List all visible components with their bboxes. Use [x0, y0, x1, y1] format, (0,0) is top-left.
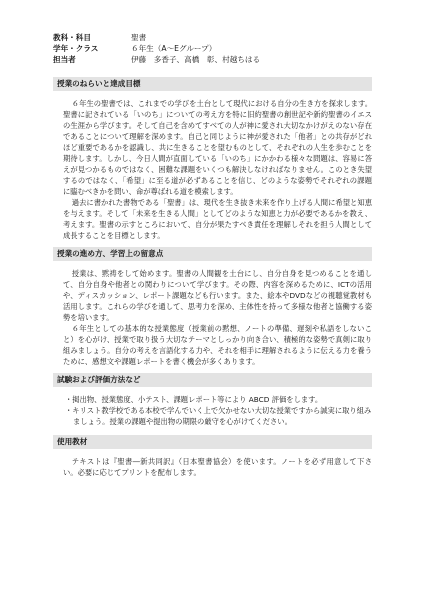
course-meta — [53, 32, 372, 65]
paragraph: 過去に書かれた書物である「聖書」は、現代を生き抜き未来を作り上げる人間に希望と知恵を与えます。そして「未来を生きる人間」としてどのような知恵と力が必要であるかを教え、考えます。聖書の示すところにおいて、自分が果たすべき責任を理解しそれを担う人間として成長することを目標とします。 — [63, 198, 372, 240]
section-body-goals — [53, 98, 372, 241]
meta-label: 学年・クラス — [53, 44, 99, 53]
evaluation-list — [53, 394, 372, 427]
list-item: ・ 掲出物、授業態度、小テスト、課題レポート等により ABCD 評価をします。 — [63, 394, 372, 405]
section-heading-method: 授業の進め方、学習上の留意点 — [53, 247, 372, 261]
meta-value: 伊藤 多香子、高橋 彰、村越ちはる — [131, 55, 261, 64]
meta-value: 聖書 — [131, 33, 147, 42]
paragraph: ６年生としての基本的な授業態度（授業前の黙想、ノートの準備、遅刻や私語をしないこと）を心がけ、授業で取り扱う大切なテーマとしっかり向き合い、積極的な姿勢で真剣に取り組みましょう。自分の考えを言語化する力や、それを相手に理解されるように伝える力を養うために、感想文や課題レポートを書く機会が多くあります。 — [63, 324, 372, 366]
meta-row-subject — [53, 32, 372, 43]
meta-row-grade — [53, 43, 372, 54]
paragraph: ６年生の聖書では、これまでの学びを土台として現代における自分の生き方を探求します。聖書に記されている「いのち」についての考え方を特に旧約聖書の創世記や新約聖書のイエスの生涯から学びます。そして自己を含めてすべての人が神に愛され大切なかけがえのない存在であることについて理解を深めます。自己と同じように神が愛された「他者」との共存がどれほど重要であるかを認識し、共に生きることを望むものとして、それぞれの人生を歩むことを期待します。しかし、今日人間が直面している「いのち」にかかわる様々な問題は、容易に答えが見つかるものではなく、困難な課題をいくつも解決しなければなりません。このとき失望するのではなく、「希望」に至る道が必ずあることを信じ、どのような姿勢でそれぞれの課題に臨むべきかを問い、命が尊ばれる道を模索します。 — [63, 99, 372, 196]
section-body-materials — [53, 456, 372, 478]
section-heading-evaluation: 試験および評価方法など — [53, 373, 372, 387]
meta-value: ６年生（A～Eグループ） — [131, 44, 217, 53]
meta-label: 担当者 — [53, 55, 76, 64]
list-item: ・ キリスト教学校である本校で学んでいく上で欠かせない大切な授業ですから誠実に取り組みましょう。授業の課題や提出物の期限の厳守を心がけてください。 — [63, 405, 372, 427]
paragraph: 授業は、黙祷をして始めます。聖書の人間観を土台にし、自分自身を見つめることを通して、自分自身や他者との関わりについて学びます。その際、内容を深めるために、ICTの活用や、ディスカッション、レポート課題なども行います。また、絵本やDVDなどの視聴覚教材も活用します。これらの学びを通して、思考力を深め、主体性を持って多様な他者と協働する姿勢を培います。 — [63, 269, 372, 322]
paragraph: テキストは『聖書―新共同訳』（日本聖書協会）を使います。ノートを必ず用意して下さい。必要に応じてプリントを配布します。 — [63, 457, 372, 477]
section-body-method — [53, 268, 372, 367]
meta-label: 教科・科目 — [53, 33, 91, 42]
section-heading-materials: 使用教材 — [53, 435, 372, 449]
section-heading-goals: 授業のねらいと達成目標 — [53, 77, 372, 91]
meta-row-teacher — [53, 54, 372, 65]
